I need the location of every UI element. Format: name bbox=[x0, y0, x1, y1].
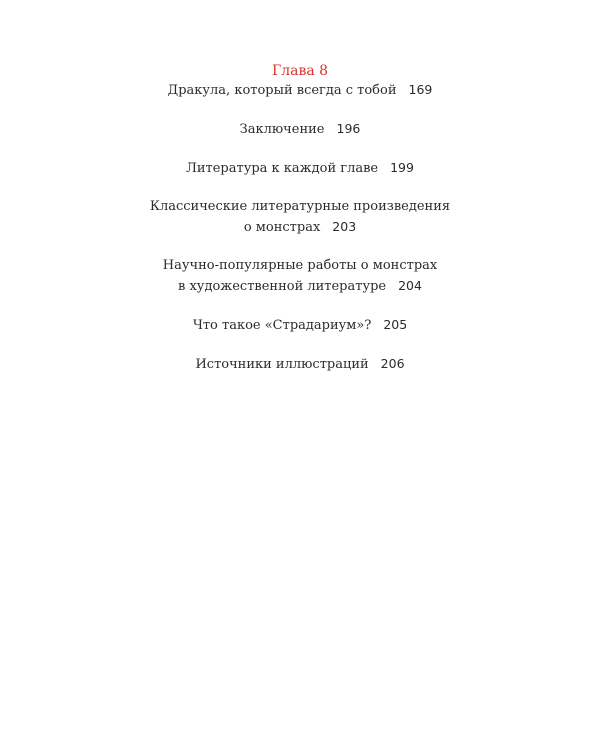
chapter-label: Глава 8 bbox=[271, 63, 329, 79]
toc-entry-page-number: 205 bbox=[383, 317, 408, 332]
toc-entry-title-line-1: Классические литературные произведения bbox=[149, 199, 451, 214]
toc-entry-page-number: 204 bbox=[398, 278, 422, 293]
toc-entry-page-number: 206 bbox=[380, 356, 405, 371]
toc-entry-illustration-sources bbox=[0, 354, 600, 375]
toc-entry-page-number: 199 bbox=[390, 160, 414, 175]
toc-entry-title-line-1: Научно-популярные работы о монстрах bbox=[162, 258, 438, 273]
toc-entry-conclusion bbox=[0, 119, 600, 140]
toc-entry-page-number: 169 bbox=[408, 82, 433, 97]
toc-entry-title-line-2 bbox=[0, 217, 600, 238]
toc-entry-stradarium bbox=[0, 315, 600, 336]
toc-entry-page-number: 196 bbox=[336, 121, 361, 136]
toc-entry-title: в художественной литературе bbox=[178, 279, 387, 294]
toc-entry-title: Заключение bbox=[239, 122, 325, 137]
toc-entry-dracula bbox=[0, 80, 600, 101]
toc-entry-title: Источники иллюстраций bbox=[195, 357, 369, 372]
toc-entry-page-number: 203 bbox=[332, 219, 357, 234]
toc-entry-popular-science bbox=[0, 256, 600, 297]
toc-entry-title-line-2 bbox=[0, 276, 600, 297]
toc-entry-title: о монстрах bbox=[243, 220, 321, 235]
toc-entry-title: Что такое «Страдариум»? bbox=[192, 318, 372, 333]
toc-entry-title: Литература к каждой главе bbox=[186, 161, 379, 176]
toc-entry-title: Дракула, который всегда с тобой bbox=[167, 83, 397, 98]
toc-entry-chapter-literature bbox=[0, 158, 600, 179]
table-of-contents bbox=[0, 62, 600, 393]
toc-entry-classic-works bbox=[0, 197, 600, 238]
